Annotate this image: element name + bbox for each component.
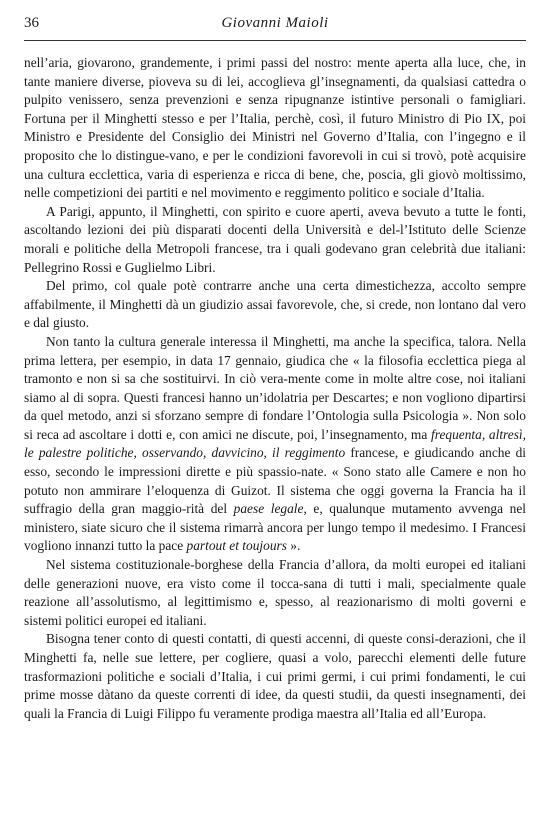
- paragraph: [24, 333, 526, 556]
- body-text: [24, 54, 526, 723]
- paragraph: [24, 630, 526, 723]
- paragraph: [24, 556, 526, 630]
- text-run: Bisogna tener conto di questi contatti, di questi accenni, di queste consi-derazioni, che il Minghetti fa, nelle sue lettere, per cogliere, quasi a volo, parecchi elementi delle future trasformazioni politiche e sociali d’Italia, i cui primi germi, i cui primi fondamenti, le cui prime mosse dàtano da queste correnti di idee, da questi studii, da questi insegnamenti, dei quali la Francia di Luigi Filippo fu veramente prodiga maestra all’Italia ed all’Europa.: [24, 631, 526, 721]
- text-run: , e, qualunque mutamento avvenga nel ministero, siate sicuro che il sistema rimarrà ancora per lungo tempo il medesimo. I Francesi vogliono innanzi tutto la pace: [24, 501, 526, 554]
- italic-text: paese legale: [233, 501, 304, 517]
- page-number: 36: [24, 15, 39, 31]
- italic-text: frequenta, altresì, le palestre politiche, osservando, davvicino, il reggimento: [24, 426, 526, 461]
- text-run: francese, e giudicando anche di esso, secondo le impressioni dirette e più spassio-nate. « Sono stato alle Camere e non ho potuto non ammirare l’eloquenza di Guizot. Il sistema che oggi governa la Francia ha il suffragio della gran maggio-rità del: [24, 445, 526, 517]
- italic-text: partout et toujours: [186, 538, 287, 554]
- running-head: Giovanni Maioli: [221, 15, 329, 31]
- text-run: Del primo, col quale potè contrarre anche una certa dimestichezza, accolto sempre affabilmente, il Minghetti dà un giudizio assai favorevole, che, si crede, non lontano dal vero e dal giusto.: [24, 278, 526, 331]
- header-rule: [24, 40, 526, 41]
- text-run: nell’aria, giovarono, grandemente, i primi passi del nostro: mente aperta alla luce, che, in tante maniere diverse, pioveva su di lei, accoglieva gl’insegnamenti, da qualsiasi cattedra o pulpito venissero, senza prevenzioni e senza ripugnanze istintive personali o famigliari. Fortuna per il Minghetti stesso e per l’Italia, perchè, così, il futuro Ministro di Pio IX, poi Ministro e Presidente del Consiglio dei Ministri nel Governo d’Italia, con l’ingegno e il proposito che lo distingue-vano, e per le condizioni favorevoli in cui si trovò, potè acquisire una cultura ecclettica, varia di esperienza e ricca di bene, che, poscia, gli giovò moltissimo, nelle competizioni dei partiti e nel movimento e reggimento politico e sociale d’Italia.: [24, 55, 526, 201]
- text-run: Nel sistema costituzionale-borghese della Francia d’allora, da molti europei ed italiani delle generazioni nuove, era visto come il tocca-sana di tutti i mali, specialmente quale reazione all’assolutismo, al legittimismo e, spesso, al reazionarismo di molti governi e sistemi politici europei ed italiani.: [24, 557, 526, 628]
- text-run: A Parigi, appunto, il Minghetti, con spirito e cuore aperti, aveva bevuto a tutte le fonti, ascoltando lezioni dei più disparati docenti della Università e del-l’Istituto delle Scienze morali e politiche della Metropoli francese, tra i quali godevano gran celebrità due italiani: Pellegrino Rossi e Guglielmo Libri.: [24, 203, 526, 275]
- text-run: ».: [286, 538, 301, 554]
- paragraph: [24, 54, 526, 203]
- text-run: Non tanto la cultura generale interessa il Minghetti, ma anche la specifica, talora. Nella prima lettera, per esempio, in data 17 gennaio, giudica che « la filosofia ecclettica piega al tramonto e non si sa che sostituirvi. In ciò vera-mente come in molte altre cose, noi italiani siamo al di sopra. Questi francesi hanno un’idolatria per Descartes; e non vogliono dipartirsi da quel metodo, anzi si sforzano sempre di fondare l’Ontologia sulla Psicologia ». Non solo si reca ad ascoltare i dotti e, con amici ne discute, poi, l’insegnamento, ma: [24, 333, 526, 442]
- paragraph: [24, 203, 526, 277]
- page-header: [24, 15, 526, 39]
- paragraph: [24, 277, 526, 333]
